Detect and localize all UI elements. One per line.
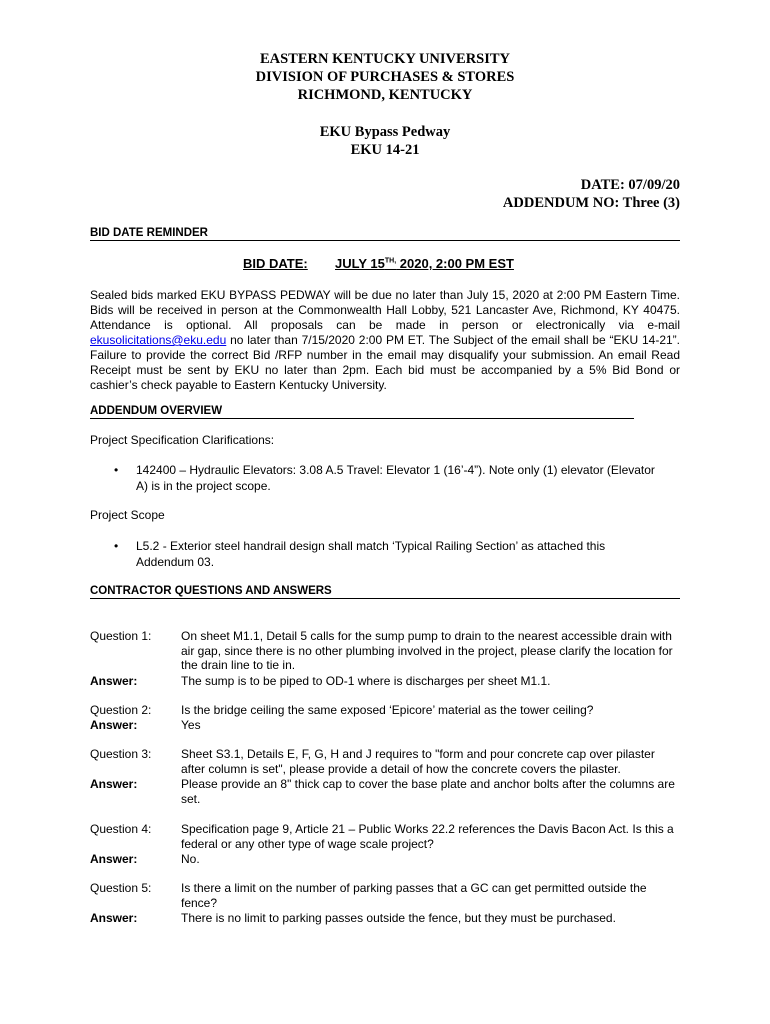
answer-label: Answer: — [90, 718, 138, 732]
question-label: Question 3: — [90, 747, 152, 761]
bid-instructions-part1: Sealed bids marked EKU BYPASS PEDWAY will be due no later than July 15, 2020 at 2:00 PM Eastern Time. Bids will be received in person at the Commonwealth Hall Lobby, 521 Lancaster Ave, Richmond, KY 40475. Attendance is optional. All proposals can be made in person or electronically via e-mail — [90, 288, 680, 332]
answer-text: The sump is to be piped to OD-1 where is discharges per sheet M1.1. — [181, 674, 551, 688]
answer-label: Answer: — [90, 852, 138, 866]
answer-text: There is no limit to parking passes outside the fence, but they must be purchased. — [181, 911, 616, 925]
bid-date-month: JULY 15 — [335, 256, 385, 271]
solicitations-email-link[interactable]: ekusolicitations@eku.edu — [90, 333, 227, 347]
bid-reminder-heading: BID DATE REMINDER — [90, 226, 680, 241]
question-label: Question 5: — [90, 881, 152, 895]
bullet-icon: • — [114, 539, 119, 553]
division-name: DIVISION OF PURCHASES & STORES — [255, 69, 515, 85]
project-scope-item: L5.2 - Exterior steel handrail design shall match ‘Typical Railing Section’ as attached this Addendum 03. — [136, 539, 606, 569]
project-number: EKU 14-21 — [350, 142, 420, 158]
answer-text: Please provide an 8" thick cap to cover the base plate and anchor bolts after the columns are set. — [181, 777, 675, 806]
bid-date-value — [335, 256, 514, 271]
question-text: Sheet S3.1, Details E, F, G, H and J requires to "form and pour concrete cap over pilaster after column is set", please provide a detail of how the concrete covers the pilaster. — [181, 747, 655, 776]
city-state: RICHMOND, KENTUCKY — [297, 87, 473, 103]
answer-text: No. — [181, 852, 200, 866]
bid-date-label: BID DATE: — [243, 256, 308, 271]
bid-date-suffix: TH, — [384, 257, 397, 265]
question-text: Is there a limit on the number of parking passes that a GC can get permitted outside the fence? — [181, 881, 647, 910]
question-text: Specification page 9, Article 21 – Public Works 22.2 references the Davis Bacon Act. Is this a federal or any other type of wage scale project? — [181, 822, 674, 851]
addendum-number: ADDENDUM NO: Three (3) — [502, 195, 680, 211]
bid-date-rest: 2020, 2:00 PM EST — [396, 256, 514, 271]
bid-date-row — [243, 256, 514, 271]
qa-heading: CONTRACTOR QUESTIONS AND ANSWERS — [90, 584, 680, 599]
spec-clarifications-label: Project Specification Clarifications: — [90, 433, 275, 447]
answer-label: Answer: — [90, 911, 138, 925]
spec-clarification-item: 142400 – Hydraulic Elevators: 3.08 A.5 Travel: Elevator 1 (16’-4”). Note only (1) elevator (Elevator A) is in the project scope. — [136, 463, 655, 493]
addendum-overview-heading: ADDENDUM OVERVIEW — [90, 404, 634, 419]
bullet-icon: • — [114, 463, 119, 477]
bid-instructions-paragraph — [90, 288, 680, 393]
answer-label: Answer: — [90, 674, 138, 688]
university-name: EASTERN KENTUCKY UNIVERSITY — [259, 51, 511, 67]
question-text: Is the bridge ceiling the same exposed ‘Epicore’ material as the tower ceiling? — [181, 703, 594, 717]
answer-label: Answer: — [90, 777, 138, 791]
question-text: On sheet M1.1, Detail 5 calls for the sump pump to drain to the nearest accessible drain with air gap, since there is no other plumbing involved in the project, please clarify the location for the drain line to tie in. — [181, 629, 673, 673]
question-label: Question 2: — [90, 703, 152, 717]
addendum-date: DATE: 07/09/20 — [580, 177, 680, 193]
project-scope-label: Project Scope — [90, 508, 165, 522]
answer-text: Yes — [181, 718, 201, 732]
bid-instructions-part2: no later than 7/15/2020 2:00 PM ET. The Subject of the email shall be “EKU 14-21”. Failure to provide the correct Bid /RFP number in the email may disqualify your submission. An email Read Receipt must be sent by EKU no later than 2pm. Each bid must be accompanied by a 5% Bid Bond or cashier’s check payable to Eastern Kentucky University. — [90, 333, 680, 392]
question-label: Question 1: — [90, 629, 152, 643]
project-name: EKU Bypass Pedway — [319, 124, 451, 140]
question-label: Question 4: — [90, 822, 152, 836]
